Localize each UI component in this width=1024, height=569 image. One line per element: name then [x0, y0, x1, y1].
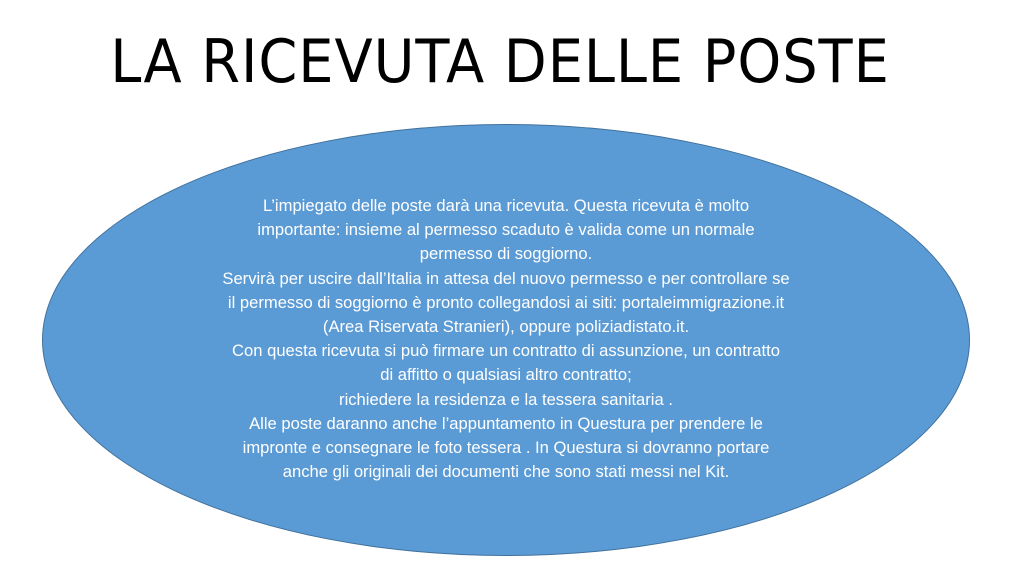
body-line: permesso di soggiorno. [419, 244, 593, 264]
body-line: Alle poste daranno anche l’appuntamento in Questura per prendere le [249, 413, 763, 433]
body-line: L’impiegato delle poste darà una ricevuta. Questa ricevuta è molto [262, 196, 750, 215]
body-line: richiedere la residenza e la tessera sanitaria . [339, 389, 673, 409]
body-line: impronte e consegnare le foto tessera . In Questura si dovranno portare [242, 438, 770, 458]
body-line: anche gli originali dei documenti che sono stati messi nel Kit. [282, 462, 730, 482]
body-line: importante: insieme al permesso scaduto è valida come un normale [257, 220, 755, 240]
body-line: di affitto o qualsiasi altro contratto; [380, 365, 632, 385]
ellipse-body-text [150, 194, 862, 484]
body-line: il permesso di soggiorno è pronto collegandosi ai siti: portaleimmigrazione.it [227, 292, 785, 312]
slide-title: LA RICEVUTA DELLE POSTE [110, 27, 890, 97]
body-line: (Area Riservata Stranieri), oppure poliziadistato.it. [322, 317, 690, 337]
body-line: Servirà per uscire dall’Italia in attesa del nuovo permesso e per controllare se [222, 268, 790, 288]
body-line: Con questa ricevuta si può firmare un contratto di assunzione, un contratto [232, 341, 780, 361]
